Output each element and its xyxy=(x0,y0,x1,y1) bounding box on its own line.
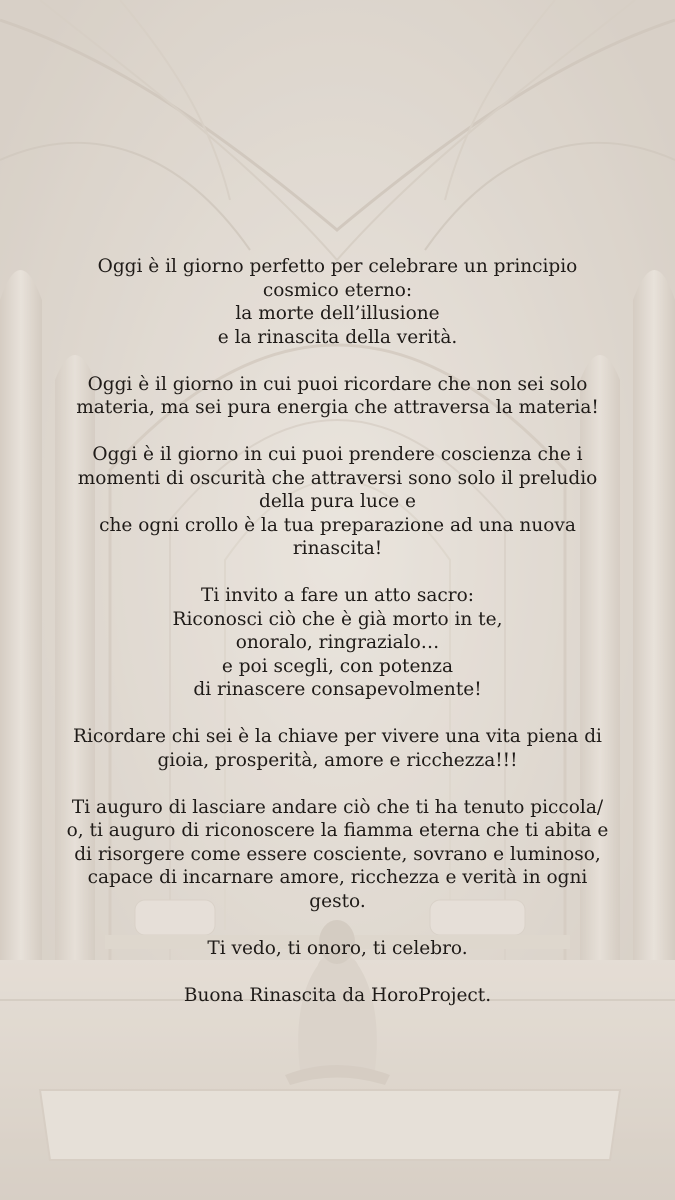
text-line: che ogni crollo è la tua preparazione ad una nuova xyxy=(99,514,576,536)
text-line: Riconosci ciò che è già morto in te, xyxy=(172,608,503,630)
text-line: Ti auguro di lasciare andare ciò che ti ha tenuto piccola/ xyxy=(71,796,604,818)
text-line: materia, ma sei pura energia che attraversa la materia! xyxy=(76,397,599,418)
text-line: Oggi è il giorno perfetto per celebrare un principio xyxy=(97,256,578,277)
text-line: capace di incarnare amore, ricchezza e verità in ogni xyxy=(87,867,588,888)
text-line: onoralo, ringrazialo… xyxy=(235,632,440,653)
text-line: gesto. xyxy=(309,890,366,912)
paragraph-wishes xyxy=(60,796,615,914)
text-line: momenti di oscurità che attraversi sono solo il preludio xyxy=(77,467,598,489)
text-line: rinascita! xyxy=(292,538,383,559)
paragraph-remember xyxy=(60,725,615,772)
paragraph-blessing xyxy=(60,937,615,961)
text-line: Oggi è il giorno in cui puoi prendere coscienza che i xyxy=(92,444,583,465)
text-line: Ti vedo, ti onoro, ti celebro. xyxy=(207,937,468,959)
text-line: gioia, prosperità, amore e ricchezza!!! xyxy=(157,749,518,771)
text-line: Ti invito a fare un atto sacro: xyxy=(201,585,474,606)
text-line: e la rinascita della verità. xyxy=(217,326,458,348)
text-line: cosmico eterno: xyxy=(262,279,413,301)
paragraph-sacred-act xyxy=(60,584,615,702)
text-line: la morte dell’illusione xyxy=(235,303,440,324)
text-line: o, ti auguro di riconoscere la fiamma eterna che ti abita e xyxy=(66,820,609,841)
text-line: Buona Rinascita da HoroProject. xyxy=(183,984,492,1006)
text-line: e poi scegli, con potenza xyxy=(221,655,454,677)
text-line: della pura luce e xyxy=(258,491,416,512)
text-line: di risorgere come essere cosciente, sovrano e luminoso, xyxy=(74,843,601,865)
paragraph-darkness xyxy=(60,443,615,561)
text-line: di rinascere consapevolmente! xyxy=(193,679,482,700)
text-line: Ricordare chi sei è la chiave per vivere una vita piena di xyxy=(73,726,602,747)
paragraph-signature xyxy=(60,984,615,1008)
paragraph-intro xyxy=(60,255,615,349)
paragraph-energy xyxy=(60,373,615,420)
text-line: Oggi è il giorno in cui puoi ricordare che non sei solo xyxy=(87,373,588,395)
story-message xyxy=(60,255,615,1031)
